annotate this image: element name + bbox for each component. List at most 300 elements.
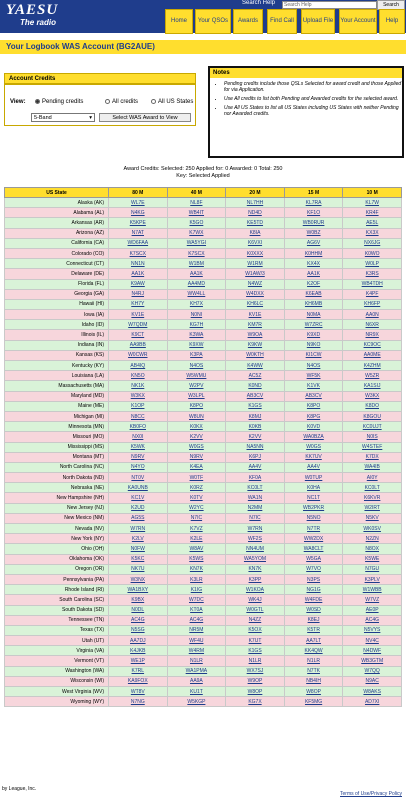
callsign-link[interactable]: KC0UJT	[343, 422, 402, 432]
callsign-link[interactable]: N9RV	[167, 452, 226, 462]
callsign-link[interactable]: N5KV	[343, 513, 402, 523]
callsign-link[interactable]: AG6V	[284, 238, 343, 248]
column-header: 15 M	[284, 188, 343, 198]
radio-icon[interactable]	[105, 99, 110, 104]
callsign-link[interactable]: WK4J	[226, 595, 285, 605]
callsign-link[interactable]: K5KPE	[109, 218, 168, 228]
callsign-link[interactable]: N7IC	[226, 513, 285, 523]
state-cell: Oklahoma (OK)	[5, 554, 109, 564]
state-cell: Georgia (GA)	[5, 289, 109, 299]
callsign-link[interactable]: K2VV	[167, 432, 226, 442]
callsign-link[interactable]: KL7RA	[284, 198, 343, 208]
radio-selected-icon[interactable]	[35, 99, 40, 104]
callsign-link[interactable]: NK1K	[109, 381, 168, 391]
callsign-link[interactable]: K2OF	[284, 279, 343, 289]
callsign-link[interactable]: W3KX	[343, 391, 402, 401]
callsign-link[interactable]: K9CT	[109, 330, 168, 340]
callsign-link[interactable]: W8UN	[167, 411, 226, 421]
callsign-link[interactable]: AA0N	[343, 310, 402, 320]
callsign-link[interactable]: KH7X	[167, 299, 226, 309]
callsign-link[interactable]: WX7SJ	[226, 666, 285, 676]
callsign-link[interactable]: N5NO	[284, 513, 343, 523]
callsign-link[interactable]: N2MM	[226, 503, 285, 513]
callsign-link[interactable]: W2IRT	[343, 503, 402, 513]
callsign-link[interactable]: W8AKS	[343, 687, 402, 697]
callsign-link[interactable]: WB3GTM	[343, 656, 402, 666]
callsign-link[interactable]: K7UT	[226, 636, 285, 646]
callsign-link[interactable]: K9XW	[167, 340, 226, 350]
callsign-link[interactable]: K8IA	[226, 228, 285, 238]
callsign-link[interactable]: KR4F	[343, 208, 402, 218]
callsign-link[interactable]: K8PG	[284, 411, 343, 421]
nav-find-call[interactable]: Find Call	[267, 9, 297, 34]
callsign-link[interactable]: K3LR	[167, 574, 226, 584]
callsign-link[interactable]: NN4UM	[226, 544, 285, 554]
callsign-link[interactable]: ND4D	[226, 208, 285, 218]
callsign-link[interactable]: W9OP	[226, 676, 285, 686]
callsign-link[interactable]: W3LPL	[167, 391, 226, 401]
callsign-link[interactable]: K8PO	[284, 401, 343, 411]
callsign-link[interactable]: K3PA	[167, 350, 226, 360]
callsign-link[interactable]: W1AW/3	[226, 269, 285, 279]
callsign-link[interactable]: N0FW	[109, 544, 168, 554]
callsign-link[interactable]: WW4LL	[167, 289, 226, 299]
callsign-link[interactable]: K1GS	[226, 646, 285, 656]
callsign-link[interactable]: AA7LT	[284, 636, 343, 646]
table-row	[5, 625, 402, 635]
callsign-link[interactable]: KH7Y	[109, 299, 168, 309]
callsign-link[interactable]: NL8F	[167, 198, 226, 208]
callsign-link[interactable]: KX3X	[343, 228, 402, 238]
callsign-link[interactable]: K4PF	[343, 289, 402, 299]
callsign-link[interactable]: N7GU	[343, 564, 402, 574]
callsign-link[interactable]: WT8V	[109, 687, 168, 697]
callsign-link[interactable]: KL7W	[343, 198, 402, 208]
callsign-link[interactable]: K8GOU	[343, 411, 402, 421]
table-row	[5, 462, 402, 472]
table-row	[5, 361, 402, 371]
callsign-link[interactable]: W1KOA	[226, 585, 285, 595]
callsign-link[interactable]: W0GTL	[226, 605, 285, 615]
callsign-link[interactable]: W0BZ	[284, 228, 343, 238]
callsign-link[interactable]: W0LP	[343, 259, 402, 269]
callsign-link[interactable]: WA8CLT	[284, 544, 343, 554]
callsign-link[interactable]: W1BM	[167, 259, 226, 269]
callsign-link[interactable]: K2UD	[109, 503, 168, 513]
callsign-link[interactable]: K7SCX	[167, 248, 226, 258]
state-cell: Delaware (DE)	[5, 269, 109, 279]
callsign-link[interactable]: KC9OC	[343, 340, 402, 350]
callsign-link[interactable]: AA4V	[226, 462, 285, 472]
callsign-link[interactable]: K4JKB	[109, 646, 168, 656]
callsign-link[interactable]: K0XXX	[226, 248, 285, 258]
nav-upload-file[interactable]: Upload File	[301, 9, 335, 34]
radio-all-credits[interactable]: All credits	[105, 99, 138, 105]
table-row	[5, 524, 402, 534]
callsign-link[interactable]: W7RN	[109, 524, 168, 534]
callsign-link[interactable]: AA9BB	[109, 340, 168, 350]
callsign-link[interactable]: AB3CV	[226, 391, 285, 401]
callsign-link[interactable]: KA0UNB	[109, 483, 168, 493]
callsign-link[interactable]: WA5YOM	[226, 554, 285, 564]
callsign-link[interactable]: K0VD	[284, 422, 343, 432]
callsign-link[interactable]: N4YO	[109, 462, 168, 472]
callsign-link[interactable]: W7RN	[226, 524, 285, 534]
callsign-link[interactable]: K6KVR	[343, 493, 402, 503]
callsign-link[interactable]: NV4C	[343, 636, 402, 646]
callsign-link[interactable]: KX4X	[284, 259, 343, 269]
callsign-link[interactable]: K2LV	[109, 534, 168, 544]
callsign-link[interactable]: W4RM	[167, 646, 226, 656]
callsign-link[interactable]: AA1K	[167, 269, 226, 279]
nav-your-account[interactable]: Your Account	[339, 9, 377, 34]
radio-pending[interactable]: Pending credits	[35, 99, 83, 105]
callsign-link[interactable]: KH6MB	[284, 299, 343, 309]
callsign-link[interactable]: AA0ME	[343, 350, 402, 360]
callsign-link[interactable]: W7ZRC	[284, 320, 343, 330]
radio-icon[interactable]	[151, 99, 156, 104]
callsign-link[interactable]: N1LR	[167, 656, 226, 666]
callsign-link[interactable]: AG5S	[109, 513, 168, 523]
callsign-link[interactable]: WA1N	[226, 493, 285, 503]
callsign-link[interactable]: N7TK	[284, 666, 343, 676]
callsign-link[interactable]: K1OP	[109, 401, 168, 411]
callsign-link[interactable]: NK7U	[109, 564, 168, 574]
callsign-link[interactable]: W5KGP	[167, 697, 226, 707]
state-cell: Kansas (KS)	[5, 350, 109, 360]
callsign-link[interactable]: W5ZR	[343, 371, 402, 381]
callsign-link[interactable]: KU1T	[167, 687, 226, 697]
callsign-link[interactable]: N1LR	[284, 656, 343, 666]
callsign-link[interactable]: NG1G	[284, 585, 343, 595]
callsign-link[interactable]: NR5M	[167, 625, 226, 635]
callsign-link[interactable]: N8OX	[343, 544, 402, 554]
column-header: 10 M	[343, 188, 402, 198]
callsign-link[interactable]: K1IG	[167, 585, 226, 595]
callsign-link[interactable]: KE5TD	[226, 218, 285, 228]
callsign-link[interactable]: N4KG	[109, 208, 168, 218]
nav-awards[interactable]: Awards	[233, 9, 263, 34]
callsign-link[interactable]: K0TV	[167, 493, 226, 503]
callsign-link[interactable]: N7AT	[109, 228, 168, 238]
callsign-link[interactable]: KK4QW	[284, 646, 343, 656]
callsign-link[interactable]: N7NG	[109, 697, 168, 707]
callsign-link[interactable]: AD7XI	[343, 697, 402, 707]
was-table	[4, 187, 402, 707]
callsign-link[interactable]: KN7K	[167, 564, 226, 574]
callsign-link[interactable]: KF0A	[226, 473, 285, 483]
callsign-link[interactable]: N0DL	[109, 605, 168, 615]
callsign-link[interactable]: K5WS	[167, 554, 226, 564]
callsign-link[interactable]: W7DC	[167, 595, 226, 605]
callsign-link[interactable]: K0WO	[343, 248, 402, 258]
callsign-link[interactable]: K7SCX	[109, 248, 168, 258]
callsign-link[interactable]: W5GA	[284, 554, 343, 564]
callsign-link[interactable]: N4OS	[167, 361, 226, 371]
callsign-link[interactable]: W4DXX	[226, 289, 285, 299]
callsign-link[interactable]: K0HA	[284, 483, 343, 493]
callsign-link[interactable]: W8AV	[167, 544, 226, 554]
callsign-link[interactable]: W0KTH	[226, 350, 285, 360]
callsign-link[interactable]: WK0SV	[343, 524, 402, 534]
callsign-link[interactable]: NL7HH	[226, 198, 285, 208]
callsign-link[interactable]: KC0LT	[226, 483, 285, 493]
callsign-link[interactable]: AE0P	[343, 605, 402, 615]
callsign-link[interactable]: KF5MG	[284, 697, 343, 707]
callsign-link[interactable]: K0KX	[167, 422, 226, 432]
callsign-link[interactable]: KF1O	[284, 208, 343, 218]
callsign-link[interactable]: K7VZ	[167, 524, 226, 534]
callsign-link[interactable]: N5VYS	[343, 625, 402, 635]
callsign-link[interactable]: K1GS	[226, 401, 285, 411]
callsign-link[interactable]: K5WK	[109, 442, 168, 452]
search-button[interactable]: Search	[377, 0, 405, 10]
callsign-link[interactable]: K1VK	[284, 381, 343, 391]
search-label: Search Help	[242, 0, 276, 6]
callsign-link[interactable]: W8OP	[226, 687, 285, 697]
callsign-link[interactable]: KG7H	[167, 320, 226, 330]
callsign-link[interactable]: K0HHM	[284, 248, 343, 258]
callsign-link[interactable]: KG7X	[226, 697, 285, 707]
callsign-link[interactable]: KH6FP	[343, 299, 402, 309]
callsign-link[interactable]: W0GS	[284, 442, 343, 452]
callsign-link[interactable]: W0TF	[167, 473, 226, 483]
callsign-link[interactable]: KC1V	[109, 493, 168, 503]
callsign-link[interactable]: KN5O	[109, 371, 168, 381]
callsign-link[interactable]: AB3CV	[284, 391, 343, 401]
callsign-link[interactable]: NC1T	[284, 493, 343, 503]
callsign-link[interactable]: W0GS	[167, 442, 226, 452]
state-cell: Indiana (IN)	[5, 340, 109, 350]
callsign-link[interactable]: N4ZZ	[226, 615, 285, 625]
callsign-link[interactable]: W7QDM	[109, 320, 168, 330]
callsign-link[interactable]: K8MJ	[226, 411, 285, 421]
column-header: US State	[5, 188, 109, 198]
callsign-link[interactable]: K3RS	[343, 269, 402, 279]
callsign-link[interactable]: N4RJ	[109, 289, 168, 299]
callsign-link[interactable]: W8OP	[284, 687, 343, 697]
callsign-link[interactable]: AC4G	[167, 615, 226, 625]
callsign-link[interactable]: N0IS	[343, 432, 402, 442]
callsign-link[interactable]: WA4IB	[343, 462, 402, 472]
callsign-link[interactable]: W7QQ	[343, 666, 402, 676]
callsign-link[interactable]: AB4IQ	[109, 361, 168, 371]
callsign-link[interactable]: AA4V	[284, 462, 343, 472]
table-row	[5, 259, 402, 269]
table-row	[5, 198, 402, 208]
callsign-link[interactable]: W0SD	[284, 605, 343, 615]
callsign-link[interactable]: W9OA	[226, 330, 285, 340]
callsign-link[interactable]: K7DX	[343, 452, 402, 462]
callsign-link[interactable]: KT0A	[167, 605, 226, 615]
state-cell: North Dakota (ND)	[5, 473, 109, 483]
account-credits-heading: Account Credits	[4, 73, 196, 84]
callsign-link[interactable]: AC4G	[109, 615, 168, 625]
nav-help[interactable]: Help	[379, 9, 405, 34]
callsign-link[interactable]: WA1PMA	[167, 666, 226, 676]
callsign-link[interactable]: N9AC	[343, 676, 402, 686]
callsign-link[interactable]: N8CC	[109, 411, 168, 421]
callsign-link[interactable]: K2VV	[226, 432, 285, 442]
footer-terms-link[interactable]: Terms of Use/Privacy Policy	[340, 791, 402, 797]
table-row	[5, 350, 402, 360]
callsign-link[interactable]: K9AW	[109, 279, 168, 289]
nav-your-qsos[interactable]: Your QSOs	[195, 9, 231, 34]
callsign-link[interactable]: WL7E	[109, 198, 168, 208]
callsign-link[interactable]: K5GO	[167, 218, 226, 228]
callsign-link[interactable]: WA5YGI	[167, 238, 226, 248]
callsign-link[interactable]: WF2S	[226, 534, 285, 544]
callsign-link[interactable]: WD6FAA	[109, 238, 168, 248]
callsign-link[interactable]: KC0LT	[343, 483, 402, 493]
callsign-link[interactable]: W3KX	[109, 391, 168, 401]
table-row	[5, 473, 402, 483]
callsign-link[interactable]: N9KO	[284, 340, 343, 350]
radio-all-states[interactable]: All US States	[151, 99, 193, 105]
callsign-link[interactable]: WA1BXY	[109, 585, 168, 595]
callsign-link[interactable]: K0ND	[226, 381, 285, 391]
callsign-link[interactable]: N4OS	[284, 361, 343, 371]
callsign-link[interactable]: K4EA	[167, 462, 226, 472]
callsign-link[interactable]: W4STEF	[343, 442, 402, 452]
callsign-link[interactable]: K7RL	[109, 666, 168, 676]
callsign-link[interactable]: N4WZ	[226, 279, 285, 289]
callsign-link[interactable]: WE1P	[109, 656, 168, 666]
callsign-link[interactable]: WB2PKR	[284, 503, 343, 513]
callsign-link[interactable]: KN7K	[226, 564, 285, 574]
callsign-link[interactable]: K6PJ	[226, 452, 285, 462]
callsign-link[interactable]: N3PS	[284, 574, 343, 584]
callsign-link[interactable]: K9XD	[284, 330, 343, 340]
callsign-link[interactable]: K2LE	[167, 534, 226, 544]
callsign-link[interactable]: KH6LC	[226, 299, 285, 309]
callsign-link[interactable]: N1LR	[226, 656, 285, 666]
state-cell: Oregon (OR)	[5, 564, 109, 574]
callsign-link[interactable]: AC4G	[343, 615, 402, 625]
callsign-link[interactable]: AE5L	[343, 218, 402, 228]
callsign-link[interactable]: AA7DJ	[109, 636, 168, 646]
callsign-link[interactable]: W7VZ	[343, 595, 402, 605]
callsign-link[interactable]: WB4TDH	[343, 279, 402, 289]
callsign-link[interactable]: KV1E	[109, 310, 168, 320]
callsign-link[interactable]: WA0BZA	[284, 432, 343, 442]
callsign-link[interactable]: W7VO	[284, 564, 343, 574]
search-input[interactable]: Search Help	[282, 1, 377, 9]
callsign-link[interactable]: AA1K	[109, 269, 168, 279]
callsign-link[interactable]: W2PV	[167, 381, 226, 391]
notes-list	[220, 81, 402, 117]
callsign-link[interactable]: KK7UV	[284, 452, 343, 462]
band-select[interactable]: 5-Band ▾	[31, 113, 95, 122]
callsign-link[interactable]: AA1K	[284, 269, 343, 279]
callsign-link[interactable]: NX0I	[109, 432, 168, 442]
callsign-link[interactable]: AI0Y	[343, 473, 402, 483]
select-award-button[interactable]: Select WAS Award to View	[99, 113, 191, 122]
callsign-link[interactable]: W1WBB	[343, 585, 402, 595]
callsign-link[interactable]: NX6JG	[343, 238, 402, 248]
callsign-link[interactable]: K7WX	[167, 228, 226, 238]
callsign-link[interactable]: N7TR	[284, 524, 343, 534]
callsign-link[interactable]: W1RM	[226, 259, 285, 269]
callsign-link[interactable]: N6XR	[343, 320, 402, 330]
state-cell: Louisiana (LA)	[5, 371, 109, 381]
callsign-link[interactable]: K4ZHM	[343, 361, 402, 371]
callsign-link[interactable]: NR9X	[343, 330, 402, 340]
callsign-link[interactable]: KM7R	[226, 320, 285, 330]
callsign-link[interactable]: N2ZN	[343, 534, 402, 544]
table-row	[5, 687, 402, 697]
callsign-link[interactable]: WF5K	[284, 371, 343, 381]
callsign-link[interactable]: K4WW	[226, 361, 285, 371]
site-logo[interactable]: YAESU	[6, 2, 59, 18]
callsign-link[interactable]: W3NX	[109, 574, 168, 584]
callsign-link[interactable]: WF4U	[167, 636, 226, 646]
callsign-link[interactable]: W0TUP	[284, 473, 343, 483]
callsign-link[interactable]: W2YC	[167, 503, 226, 513]
callsign-link[interactable]: NN1N	[109, 259, 168, 269]
callsign-link[interactable]: W5WMU	[167, 371, 226, 381]
callsign-link[interactable]: AC5Z	[226, 371, 285, 381]
callsign-link[interactable]: K8DO	[343, 401, 402, 411]
callsign-link[interactable]: K5TR	[284, 625, 343, 635]
callsign-link[interactable]: WW2DX	[284, 534, 343, 544]
callsign-link[interactable]: K9KW	[226, 340, 285, 350]
callsign-link[interactable]: K8EJ	[284, 615, 343, 625]
callsign-link[interactable]: N9RV	[109, 452, 168, 462]
callsign-link[interactable]: K3PLV	[343, 574, 402, 584]
callsign-link[interactable]: K6EAB	[284, 289, 343, 299]
table-row	[5, 452, 402, 462]
callsign-link[interactable]: KA9FOX	[109, 676, 168, 686]
award-credits-summary: Award Credits: Selected: 250 Applied for: 0 Awarded: 0 Total: 250	[123, 166, 283, 172]
callsign-link[interactable]: KV1E	[226, 310, 285, 320]
callsign-link[interactable]: K9BX	[109, 595, 168, 605]
table-row	[5, 269, 402, 279]
callsign-link[interactable]: KB0FO	[109, 422, 168, 432]
callsign-link[interactable]: WB4IT	[167, 208, 226, 218]
callsign-link[interactable]: K8PO	[167, 401, 226, 411]
callsign-link[interactable]: K6VXI	[226, 238, 285, 248]
table-row	[5, 544, 402, 554]
callsign-link[interactable]: N0MA	[284, 310, 343, 320]
callsign-link[interactable]: N4DWF	[343, 646, 402, 656]
callsign-link[interactable]: KA1SIJ	[343, 381, 402, 391]
callsign-link[interactable]: WB0RUR	[284, 218, 343, 228]
callsign-link[interactable]: N5SG	[109, 625, 168, 635]
callsign-link[interactable]: N0NI	[167, 310, 226, 320]
state-cell: Nebraska (NE)	[5, 483, 109, 493]
callsign-link[interactable]: W4FDE	[284, 595, 343, 605]
nav-home[interactable]: Home	[165, 9, 193, 34]
callsign-link[interactable]: K0RZ	[167, 483, 226, 493]
view-label: View:	[10, 99, 26, 105]
callsign-link[interactable]: NB4IH	[284, 676, 343, 686]
table-row	[5, 585, 402, 595]
callsign-link[interactable]: NT0V	[109, 473, 168, 483]
callsign-link[interactable]: NA5NN	[226, 442, 285, 452]
callsign-link[interactable]: KI1CW	[284, 350, 343, 360]
callsign-link[interactable]: N7IC	[167, 513, 226, 523]
callsign-link[interactable]: K5WE	[343, 554, 402, 564]
callsign-link[interactable]: K3PP	[226, 574, 285, 584]
callsign-link[interactable]: AA9A	[167, 676, 226, 686]
callsign-link[interactable]: K5KC	[109, 554, 168, 564]
callsign-link[interactable]: W0CWR	[109, 350, 168, 360]
callsign-link[interactable]: K5OX	[226, 625, 285, 635]
callsign-link[interactable]: AA4MD	[167, 279, 226, 289]
callsign-link[interactable]: K3WA	[167, 330, 226, 340]
callsign-link[interactable]: K0KB	[226, 422, 285, 432]
